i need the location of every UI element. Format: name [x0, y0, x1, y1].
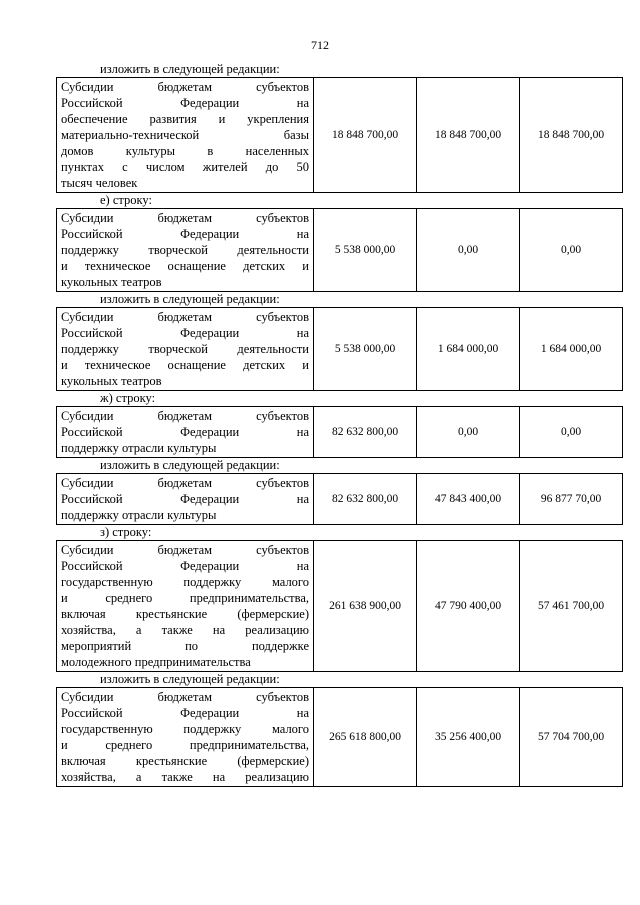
description-line: поддержку творческой деятельности	[61, 243, 309, 257]
description-line: Субсидии бюджетам субъектов	[61, 310, 309, 324]
subsidy-description	[57, 474, 314, 525]
amount-cell: 18 848 700,00	[314, 78, 417, 193]
amount-cell: 0,00	[520, 407, 623, 458]
table-row	[57, 541, 623, 672]
amount-cell: 18 848 700,00	[417, 78, 520, 193]
description-line: поддержку творческой деятельности	[61, 342, 309, 356]
description-line: материально-технической базы	[61, 128, 309, 142]
amount-cell: 57 704 700,00	[520, 688, 623, 787]
description-line: Российской Федерации на	[61, 96, 309, 110]
description-line: и техническое оснащение детских и	[61, 259, 309, 273]
budget-table	[56, 473, 623, 525]
description-line: и среднего предпринимательства,	[61, 738, 309, 752]
amount-cell: 47 790 400,00	[417, 541, 520, 672]
budget-table	[56, 687, 623, 787]
amount-cell: 47 843 400,00	[417, 474, 520, 525]
amount-cell: 82 632 800,00	[314, 474, 417, 525]
table-row	[57, 308, 623, 391]
description-line: домов культуры в населенных	[61, 144, 309, 158]
table-row	[57, 688, 623, 787]
description-line: Российской Федерации на	[61, 559, 309, 573]
table-row	[57, 474, 623, 525]
budget-table	[56, 406, 623, 458]
amount-cell: 0,00	[417, 209, 520, 292]
description-line: обеспечение развития и укрепления	[61, 112, 309, 126]
budget-table	[56, 540, 623, 672]
amendment-instruction: изложить в следующей редакции:	[100, 458, 280, 472]
description-line: включая крестьянские (фермерские)	[61, 607, 309, 621]
page-number: 712	[311, 38, 329, 52]
table-row	[57, 407, 623, 458]
description-line: Субсидии бюджетам субъектов	[61, 80, 309, 94]
amount-cell: 96 877 70,00	[520, 474, 623, 525]
description-line: включая крестьянские (фермерские)	[61, 754, 309, 768]
subsidy-description	[57, 407, 314, 458]
description-line: Субсидии бюджетам субъектов	[61, 476, 309, 490]
description-line: Субсидии бюджетам субъектов	[61, 543, 309, 557]
description-line: поддержку отрасли культуры	[61, 508, 217, 522]
table-row	[57, 209, 623, 292]
description-line: Субсидии бюджетам субъектов	[61, 690, 309, 704]
description-line: мероприятий по поддержке	[61, 639, 309, 653]
amount-cell: 82 632 800,00	[314, 407, 417, 458]
description-line: Российской Федерации на	[61, 706, 309, 720]
amount-cell: 5 538 000,00	[314, 209, 417, 292]
description-line: государственную поддержку малого	[61, 575, 309, 589]
description-line: Субсидии бюджетам субъектов	[61, 409, 309, 423]
amendments-document	[56, 62, 617, 787]
description-line: тысяч человек	[61, 176, 138, 190]
subsidy-description	[57, 308, 314, 391]
description-line: хозяйства, а также на реализацию	[61, 623, 309, 637]
description-line: и среднего предпринимательства,	[61, 591, 309, 605]
amount-cell: 261 638 900,00	[314, 541, 417, 672]
description-line: поддержку отрасли культуры	[61, 441, 217, 455]
amount-cell: 0,00	[417, 407, 520, 458]
description-line: государственную поддержку малого	[61, 722, 309, 736]
subsidy-description	[57, 78, 314, 193]
budget-table	[56, 77, 623, 193]
description-line: кукольных театров	[61, 374, 162, 388]
description-line: молодежного предпринимательства	[61, 655, 251, 669]
amount-cell: 18 848 700,00	[520, 78, 623, 193]
amendment-instruction: изложить в следующей редакции:	[100, 292, 280, 306]
amendment-instruction: з) строку:	[100, 525, 152, 539]
amendment-instruction: изложить в следующей редакции:	[100, 62, 280, 76]
description-line: Российской Федерации на	[61, 326, 309, 340]
description-line: кукольных театров	[61, 275, 162, 289]
description-line: Российской Федерации на	[61, 227, 309, 241]
amount-cell: 1 684 000,00	[417, 308, 520, 391]
amendment-instruction: изложить в следующей редакции:	[100, 672, 280, 686]
amount-cell: 35 256 400,00	[417, 688, 520, 787]
amount-cell: 57 461 700,00	[520, 541, 623, 672]
description-line: пунктах с числом жителей до 50	[61, 160, 309, 174]
amount-cell: 0,00	[520, 209, 623, 292]
subsidy-description	[57, 209, 314, 292]
amount-cell: 265 618 800,00	[314, 688, 417, 787]
subsidy-description	[57, 688, 314, 787]
description-line: Российской Федерации на	[61, 492, 309, 506]
description-line: и техническое оснащение детских и	[61, 358, 309, 372]
description-line: Субсидии бюджетам субъектов	[61, 211, 309, 225]
subsidy-description	[57, 541, 314, 672]
amount-cell: 5 538 000,00	[314, 308, 417, 391]
amendment-instruction: е) строку:	[100, 193, 152, 207]
description-line: Российской Федерации на	[61, 425, 309, 439]
budget-table	[56, 307, 623, 391]
amendment-instruction: ж) строку:	[100, 391, 156, 405]
budget-table	[56, 208, 623, 292]
amount-cell: 1 684 000,00	[520, 308, 623, 391]
description-line: хозяйства, а также на реализацию	[61, 770, 309, 784]
table-row	[57, 78, 623, 193]
